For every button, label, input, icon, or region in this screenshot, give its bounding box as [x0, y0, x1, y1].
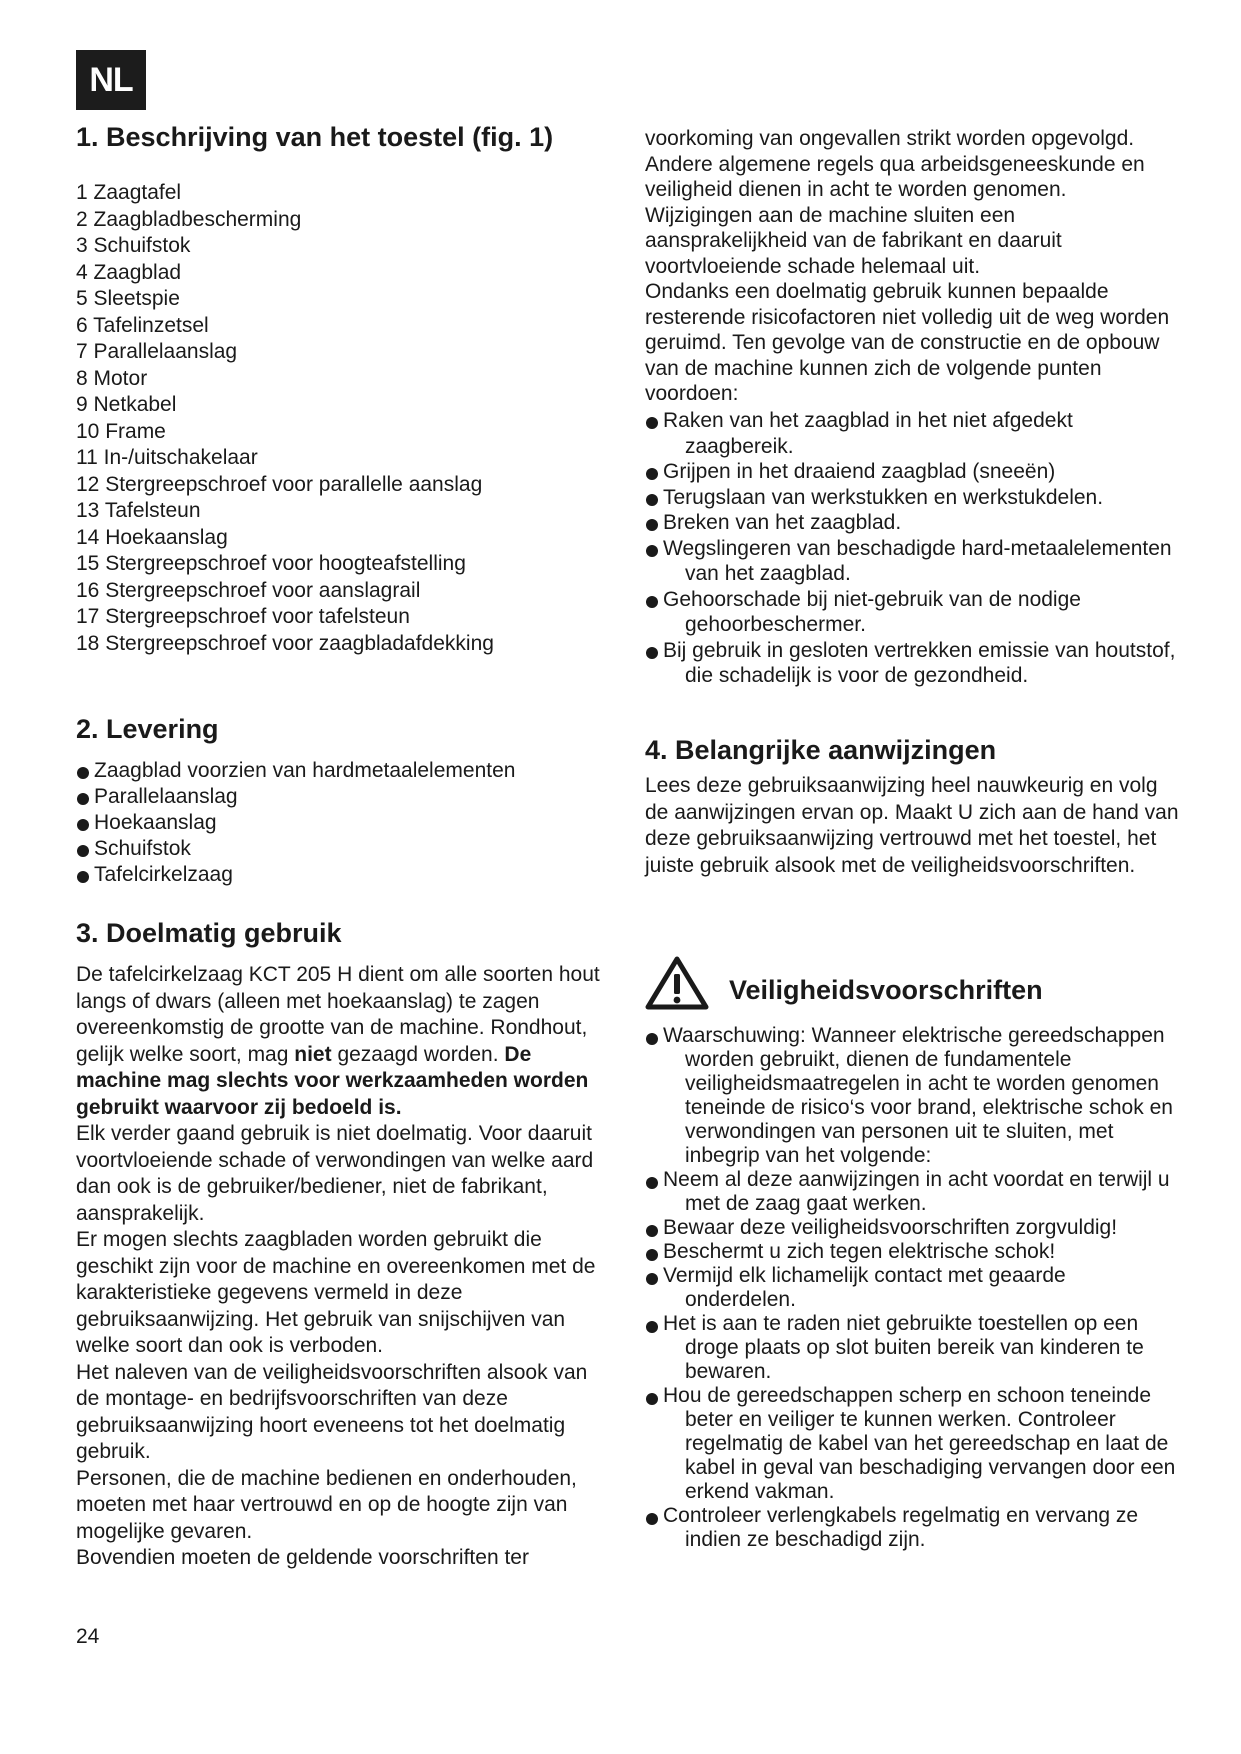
list-item: Controleer verlengkabels regelmatig en vervang ze indien ze beschadigd zijn. [645, 1504, 1180, 1552]
list-item: Vermijd elk lichamelijk contact met geaarde onderdelen. [645, 1264, 1180, 1312]
list-item: 13 Tafelsteun [76, 499, 201, 522]
list-item: 1 Zaagtafel [76, 181, 182, 204]
safety-header [645, 955, 1180, 1011]
list-item: 17 Stergreepschroef voor tafelsteun [76, 605, 410, 628]
warning-triangle-icon [645, 955, 709, 1011]
list-item: Bewaar deze veiligheidsvoorschriften zorgvuldig! [645, 1216, 1180, 1240]
paragraph: Bovendien moeten de geldende voorschriften ter [76, 1546, 529, 1569]
list-item: 14 Hoekaanslag [76, 525, 228, 549]
list-item: Bij gebruik in gesloten vertrekken emissie van houtstof, die schadelijk is voor de gezondheid. [645, 638, 1180, 689]
list-item: Schuifstok [76, 836, 616, 862]
page-number: 24 [76, 1625, 100, 1648]
list-item: 16 Stergreepschroef voor aanslagrail [76, 578, 421, 602]
list-item: Zaagblad voorzien van hardmetaalelementen [76, 758, 616, 784]
paragraph: Lees deze gebruiksaanwijzing heel nauwkeurig en volg de aanwijzingen ervan op. Maakt U zich aan de hand van deze gebruiksaanwijzing vertrouwd met het toestel, het juiste gebruik alsook met de veiligheidsvoorschriften. [645, 774, 1179, 877]
paragraph: Andere algemene regels qua arbeidsgeneeskunde en veiligheid dienen in acht te worden genomen. [645, 152, 1145, 201]
list-item: 12 Stergreepschroef voor parallelle aanslag [76, 472, 483, 496]
paragraph: Ondanks een doelmatig gebruik kunnen bepaalde resterende risicofactoren niet volledig uit de weg worden geruimd. Ten gevolge van de constructie en de opbouw van de machine kunnen zich de volgende punten voordoen: [645, 280, 1170, 405]
paragraph: voorkoming van ongevallen strikt worden opgevolgd. [645, 127, 1135, 150]
list-item: Het is aan te raden niet gebruikte toestellen op een droge plaats op slot buiten bereik van kinderen te bewaren. [645, 1312, 1180, 1384]
paragraph: Er mogen slechts zaagbladen worden gebruikt die geschikt zijn voor de machine en overeenkomen met de karakteristieke gegevens vermeld in deze gebruiksaanwijzing. Het gebruik van snijschijven van welke soort dan ook is verboden. [76, 1228, 596, 1357]
safety-list [645, 1024, 1180, 1552]
list-item: 8 Motor [76, 366, 148, 390]
list-item: 10 Frame [76, 419, 166, 443]
paragraph: Elk verder gaand gebruik is niet doelmatig. Voor daaruit voortvloeiende schade of verwondingen van welke aard dan ook is de gebruiker/bediener, niet de fabrikant, aansprakelijk. [76, 1122, 594, 1225]
section-2-title: 2. Levering [76, 714, 219, 744]
paragraph: Personen, die de machine bedienen en onderhouden, moeten met haar vertrouwd en op de hoogte zijn van mogelijke gevaren. [76, 1466, 577, 1543]
list-item: 15 Stergreepschroef voor hoogteafstelling [76, 552, 466, 575]
list-item: Hou de gereedschappen scherp en schoon teneinde beter en veiliger te kunnen werken. Controleer regelmatig de kabel van het gereedschap en laat de kabel in geval van beschadiging vervangen door een erkend vakman. [645, 1384, 1180, 1504]
list-item: 5 Sleetspie [76, 287, 180, 310]
list-item: 4 Zaagblad [76, 260, 182, 284]
list-item: Grijpen in het draaiend zaagblad (sneeën) [645, 459, 1180, 485]
list-item: 7 Parallelaanslag [76, 340, 238, 363]
list-item: 3 Schuifstok [76, 234, 191, 257]
list-item: 9 Netkabel [76, 393, 177, 416]
list-item: Gehoorschade bij niet-gebruik van de nodige gehoorbeschermer. [645, 587, 1180, 638]
paragraph: Het naleven van de veiligheidsvoorschriften alsook van de montage- en bedrijfsvoorschriften van deze gebruiksaanwijzing hoort eveneens tot het doelmatig gebruik. [76, 1360, 588, 1463]
parts-list [76, 180, 616, 657]
list-item: 18 Stergreepschroef voor zaagbladafdekking [76, 631, 494, 655]
delivery-list [76, 758, 616, 888]
list-item: 2 Zaagbladbescherming [76, 207, 302, 231]
list-item: 6 Tafelinzetsel [76, 313, 209, 337]
section-1-title: 1. Beschrijving van het toestel (fig. 1) [76, 122, 554, 152]
list-item: Parallelaanslag [76, 784, 616, 810]
list-item: Beschermt u zich tegen elektrische schok! [645, 1240, 1180, 1264]
paragraph: Wijzigingen aan de machine sluiten een aansprakelijkheid van de fabrikant en daaruit voortvloeiende schade helemaal uit. [645, 203, 1062, 278]
list-item: Tafelcirkelzaag [76, 862, 616, 888]
paragraph: De tafelcirkelzaag KCT 205 H dient om alle soorten hout langs of dwars (alleen met hoekaanslag) te zagen overeenkomstig de grootte van de machine. Rondhout, gelijk welke soort, mag niet gezaagd worden. De machine mag slechts voor werkzaamheden worden gebruikt waarvoor zij bedoeld is. [76, 963, 600, 1119]
language-badge: NL [76, 50, 146, 110]
list-item: Waarschuwing: Wanneer elektrische gereedschappen worden gebruikt, dienen de fundamentele veiligheidsmaatregelen in acht te worden genomen teneinde de risico‘s voor brand, elektrische schok en verwondingen van personen uit te sluiten, met inbegrip van het volgende: [645, 1024, 1180, 1168]
safety-title: Veiligheidsvoorschriften [729, 974, 1043, 1005]
section-3-continued [645, 126, 1180, 407]
list-item: Wegslingeren van beschadigde hard-metaalelementen van het zaagblad. [645, 536, 1180, 587]
list-item: 11 In-/uitschakelaar [76, 446, 258, 469]
list-item: Neem al deze aanwijzingen in acht voordat en terwijl u met de zaag gaat werken. [645, 1168, 1180, 1216]
section-4-title: 4. Belangrijke aanwijzingen [645, 735, 997, 765]
section-3-title: 3. Doelmatig gebruik [76, 918, 342, 948]
list-item: Hoekaanslag [76, 810, 616, 836]
section-4-body [645, 773, 1180, 879]
section-3-body [76, 962, 616, 1572]
risk-list [645, 408, 1180, 689]
list-item: Terugslaan van werkstukken en werkstukdelen. [645, 485, 1180, 511]
list-item: Raken van het zaagblad in het niet afgedekt zaagbereik. [645, 408, 1180, 459]
list-item: Breken van het zaagblad. [645, 510, 1180, 536]
